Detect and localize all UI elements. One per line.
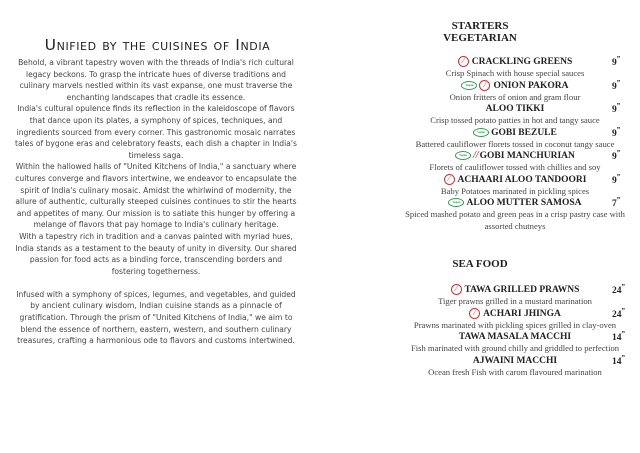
menu-item-title: GOBI MANCHURIAN (479, 151, 575, 161)
menu-item-price (612, 306, 625, 321)
menu-item-title: ACHAARI ALOO TANDOORI (457, 174, 587, 185)
menu-item-name (395, 150, 635, 162)
menu-item-name (395, 80, 635, 92)
menu-item-name (395, 127, 635, 139)
starters-heading (400, 20, 560, 44)
menu-item-name (395, 308, 635, 320)
seafood-list (395, 284, 635, 378)
price-cents: ” (621, 282, 625, 291)
menu-item-description: Tiger prawns grilled in a mustard marination (438, 296, 592, 306)
price-cents: ” (621, 329, 625, 338)
menu-item-price (612, 282, 625, 297)
menu-item-price (612, 125, 621, 140)
intro-paragraph: India's cultural opulence finds its reflection in the kaleidoscope of flavors that dance upon its plates, a symphony of spices, techniques, and ingredients sourced from every corner. This gastronomic mosaic narrates tales of bygone eras and celebratory feasts, each dish a chapter in India's timeless saga. (15, 104, 297, 160)
menu-item-description: Prawns marinated with pickling spices grilled in clay-oven (413, 319, 617, 330)
menu-item-name (395, 103, 635, 115)
price-value: 9 (612, 105, 617, 115)
starters-heading-line1: STARTERS (451, 20, 509, 32)
vegan-icon: Vegan (461, 81, 477, 90)
price-cents: ” (621, 306, 625, 315)
seafood-heading: SEA FOOD (452, 258, 508, 270)
chili-icon: ⁄ (458, 56, 469, 67)
menu-item-price (612, 195, 621, 210)
menu-item-title: ACHARI JHINGA (483, 308, 561, 319)
price-cents: ” (616, 148, 621, 157)
starters-list (395, 56, 635, 232)
price-cents: ” (616, 172, 621, 181)
menu-item-price (612, 172, 621, 187)
menu-item-price (612, 353, 625, 368)
price-value: 9 (612, 128, 617, 139)
menu-item-description: Baby Potatoes marinated in pickling spices (440, 185, 590, 196)
price-value: 7 (612, 199, 617, 209)
chili-icon: ⁄ (479, 80, 490, 91)
menu-item-title: GOBI BEZULE (491, 127, 557, 138)
menu-item-description: Crisp Spinach with house special sauces (445, 68, 585, 78)
price-cents: ” (616, 195, 621, 204)
chili-icon: ⁄ (444, 174, 455, 185)
menu-item-price (612, 148, 621, 163)
price-value: 14 (612, 333, 622, 343)
intro-text (14, 57, 298, 347)
menu-item-description: Spiced mashed potato and green peas in a crisp pastry case with assorted chutneys (405, 209, 625, 231)
menu-item-description: Crisp tossed potato patties in hot and tangy sauce (430, 115, 600, 125)
vegan-icon: Vegan (448, 198, 464, 207)
price-cents: ” (616, 78, 621, 87)
menu-item-title: TAWA MASALA MACCHI (458, 332, 572, 342)
price-cents: ” (616, 125, 621, 134)
menu-item-description: Fish marinated with ground chilly and griddled to perfection (410, 343, 620, 353)
menu-item-name (395, 174, 635, 186)
menu-item-title: TAWA GRILLED PRAWNS (464, 285, 580, 295)
vegan-icon: Vegan (455, 151, 471, 160)
menu-item-name (395, 197, 635, 209)
menu-item-name (395, 56, 635, 68)
chili-icon: ⁄ (469, 308, 480, 319)
price-value: 24 (612, 286, 622, 296)
menu-item-name (395, 355, 635, 367)
menu-item-title: ALOO TIKKI (485, 104, 545, 114)
menu-item-price (612, 54, 621, 69)
menu-item-name (395, 331, 635, 343)
menu-item-title: ONION PAKORA (493, 80, 569, 91)
menu-item-description: Florets of cauliflower tossed with chillies and soy (429, 162, 601, 172)
price-cents: ” (621, 353, 625, 362)
price-value: 24 (612, 309, 622, 320)
menu-item-description: Onion fritters of onion and gram flour (449, 91, 581, 102)
price-value: 14 (612, 356, 622, 367)
chili-icon: ⁄ (451, 284, 462, 295)
menu-item-price (612, 101, 621, 116)
price-value: 9 (612, 152, 617, 162)
starters-heading-line2: VEGETARIAN (443, 32, 517, 44)
price-value: 9 (612, 58, 617, 68)
price-value: 9 (612, 81, 617, 92)
menu-item-name (395, 284, 635, 296)
price-value: 9 (612, 175, 617, 186)
double-chili-icon: // (473, 150, 479, 161)
intro-paragraph: With a tapestry rich in tradition and a canvas painted with myriad hues, India stands as a testament to the beauty of unity in diversity. Our shared passion for food acts as a binding force, transcending borders and fostering togetherness. (15, 231, 297, 276)
menu-item-title: AJWAINI MACCHI (472, 355, 558, 366)
vegan-icon: Vegan (473, 128, 489, 137)
price-cents: ” (616, 101, 621, 110)
menu-item-price (612, 329, 625, 344)
menu-item-description: Battered cauliflower florets tossed in coconut tangy sauce (415, 138, 615, 149)
menu-item-price (612, 78, 621, 93)
intro-paragraph: Infused with a symphony of spices, legumes, and vegetables, and guided by ancient culinary wisdom, Indian cuisine stands as a pinnacle of gratification. Through the prism of "United Kitchens of India," we aim to blend the essence of northern, eastern, western, and southern culinary treasures, crafting a harmonious ode to flavors and customs intertwined. (16, 289, 296, 346)
intro-title: Unified by the cuisines of India (44, 36, 271, 54)
menu-item-description: Ocean fresh Fish with carom flavoured marination (428, 366, 602, 377)
price-cents: ” (616, 54, 621, 63)
intro-paragraph: Behold, a vibrant tapestry woven with the threads of India's rich cultural legacy beckons. To grasp the intricate hues of diverse traditions and culinary marvels nestled within its vast expanse, one must traverse the enchanting landscapes that cradle its essence. (18, 58, 294, 102)
menu-item-title: CRACKLING GREENS (471, 57, 573, 67)
intro-paragraph: Within the hallowed halls of "United Kitchens of India," a sanctuary where cultures converge and flavors intertwine, we endeavor to encapsulate the spirit of India's culinary mosaic. Amidst the whirlwind of modernity, the allure of authentic, culturally steeped cuisines continues to stir the hearts and appetites of many. Our mission is to satiate this hunger by offering a melange of flavors that pay homage to India's culinary heritage. (15, 162, 297, 230)
menu-item-title: ALOO MUTTER SAMOSA (466, 198, 582, 208)
